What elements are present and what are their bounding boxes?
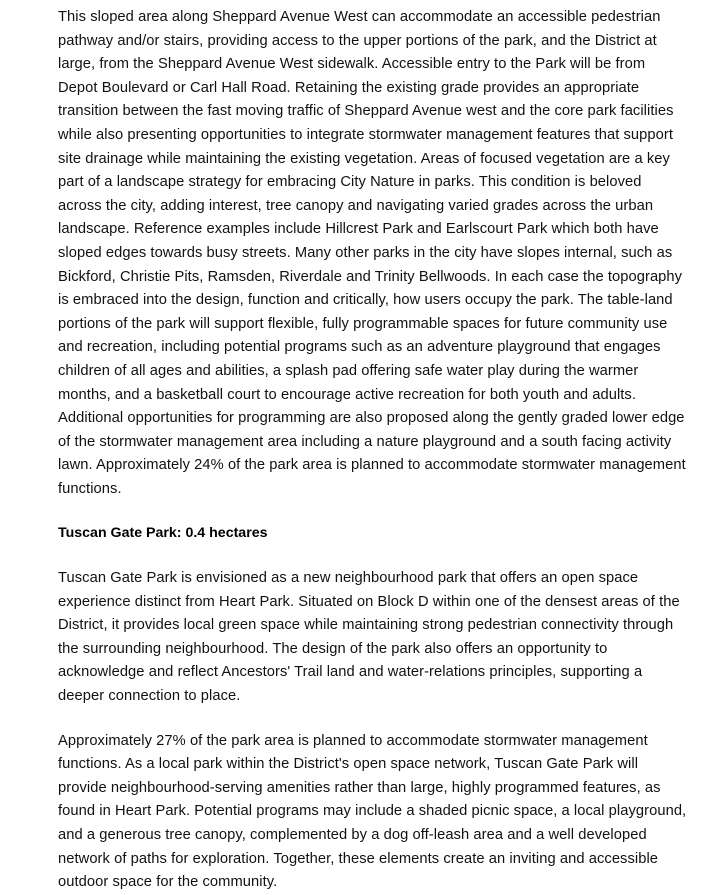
tuscan-gate-stormwater-paragraph: Approximately 27% of the park area is planned to accommodate stormwater management functions. As a local park within the District's open space network, Tuscan Gate Park will provide neighbourhood-serving amenities rather than large, highly programmed features, as found in Heart Park. Potential programs may include a shaded picnic space, a local playground, and a generous tree canopy, complemented by a dog off-leash area and a well developed network of paths for exploration. Together, these elements create an inviting and accessible outdoor space for the community. — [58, 732, 687, 891]
sheppard-slope-paragraph: This sloped area along Sheppard Avenue West can accommodate an accessible pedestrian pathway and/or stairs, providing access to the upper portions of the park, and the District at large, from the Sheppard Avenue West sidewalk. Accessible entry to the Park will be from Depot Boulevard or Carl Hall Road. Retaining the existing grade provides an appropriate transition between the fast moving traffic of Sheppard Avenue west and the core park facilities while also presenting opportunities to integrate stormwater management features that support site drainage while maintaining the existing vegetation. Areas of focused vegetation are a key part of a landscape strategy for embracing City Nature in parks. This condition is beloved across the city, adding interest, tree canopy and navigating varied grades across the urban landscape. Reference examples include Hillcrest Park and Earlscourt Park which both have sloped edges towards busy streets. Many other parks in the city have slopes internal, such as Bickford, Christie Pits, Ramsden, Riverdale and Trinity Bellwoods. In each case the topography is embraced into the design, function and critically, how users occupy the park. The table-land portions of the park will support flexible, fully programmable spaces for future community use and recreation, including potential programs such as an adventure playground that engages children of all ages and abilities, a splash pad offering safe water play during the warmer months, and a basketball court to encourage active recreation for both youth and adults. Additional opportunities for programming are also proposed along the gently graded lower edge of the stormwater management area including a nature playground and a south facing activity lawn. Approximately 24% of the park area is planned to accommodate stormwater management functions. — [58, 9, 686, 497]
tuscan-gate-intro-paragraph: Tuscan Gate Park is envisioned as a new neighbourhood park that offers an open space experience distinct from Heart Park. Situated on Block D within one of the densest areas of the District, it provides local green space while maintaining strong pedestrian connectivity through the surrounding neighbourhood. The design of the park also offers an opportunity to acknowledge and reflect Ancestors' Trail land and water-relations principles, supporting a deeper connection to place. — [58, 570, 680, 705]
tuscan-gate-park-heading: Tuscan Gate Park: 0.4 hectares — [58, 525, 268, 542]
